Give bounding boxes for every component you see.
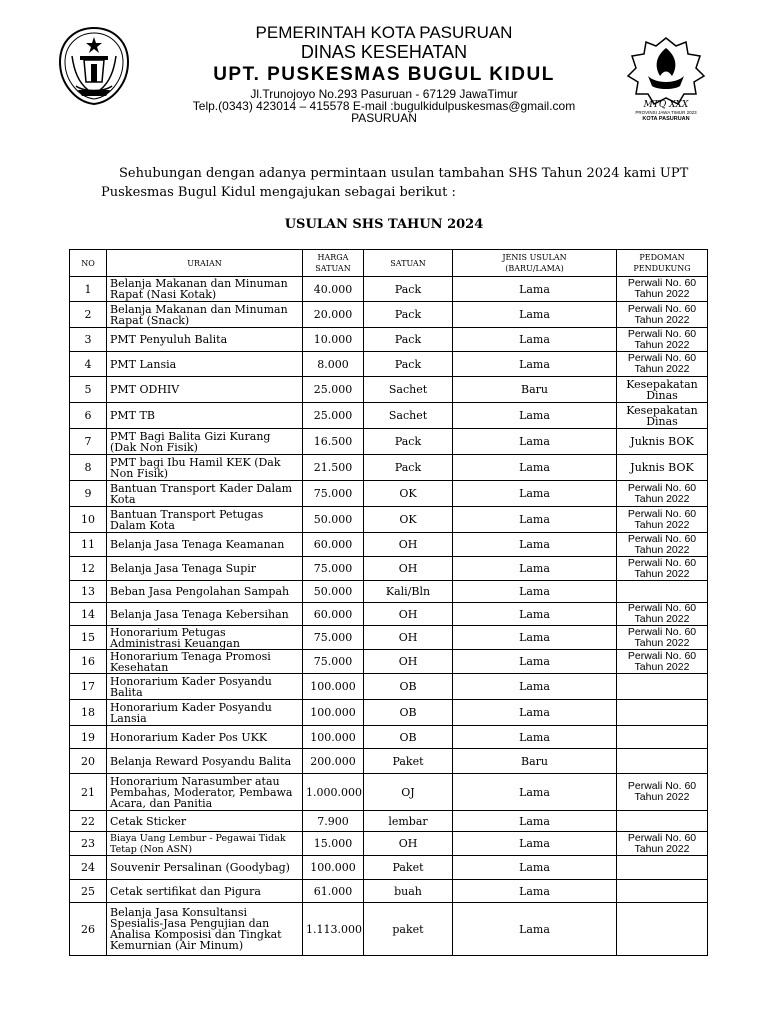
row-harga: 60.000 [303,533,364,557]
row-pedoman: Perwali No. 60 Tahun 2022 [617,650,708,674]
table-row [70,903,708,956]
row-satuan: Pack [364,302,453,328]
row-uraian: Belanja Jasa Konsultansi Spesialis-Jasa Pengujian dan Analisa Komposisi dan Tingkat Kemurnian (Air Minum) [107,903,303,956]
row-uraian: Belanja Jasa Tenaga Kebersihan [107,603,303,626]
row-harga: 21.500 [303,455,364,481]
table-row [70,700,708,726]
table-row [70,726,708,749]
row-harga: 1.113.000 [303,903,364,956]
row-no: 4 [70,352,107,377]
row-no: 6 [70,403,107,429]
row-no: 20 [70,749,107,774]
city: PASURUAN [351,111,417,125]
row-harga: 15.000 [303,832,364,856]
row-jenis: Lama [453,856,617,880]
row-uraian: Honorarium Kader Posyandu Balita [107,674,303,700]
row-harga: 7.900 [303,811,364,832]
row-no: 24 [70,856,107,880]
row-jenis: Baru [453,377,617,403]
row-pedoman: Perwali No. 60 Tahun 2022 [617,603,708,626]
row-pedoman [617,581,708,603]
address: Jl.Trunojoyo No.293 Pasuruan - 67129 JawaTimur [250,87,518,101]
row-harga: 40.000 [303,277,364,302]
row-no: 26 [70,903,107,956]
row-satuan: OB [364,674,453,700]
row-satuan: Pack [364,429,453,455]
shs-proposal-table [69,249,708,956]
row-satuan: Pack [364,352,453,377]
row-satuan: lembar [364,811,453,832]
col-header-harga: HARGA SATUAN [303,250,364,277]
row-harga: 100.000 [303,700,364,726]
table-row [70,377,708,403]
document-title: USULAN SHS TAHUN 2024 [284,217,484,232]
row-harga: 100.000 [303,726,364,749]
row-pedoman [617,700,708,726]
intro-line-1: Sehubungan dengan adanya permintaan usulan tambahan SHS Tahun 2024 kami UPT [119,166,689,181]
row-uraian: Bantuan Transport Petugas Dalam Kota [107,507,303,533]
row-pedoman: Juknis BOK [617,429,708,455]
table-row [70,674,708,700]
row-satuan: Pack [364,455,453,481]
row-satuan: OH [364,533,453,557]
row-jenis: Lama [453,533,617,557]
table-header-row [70,250,708,277]
row-no: 9 [70,481,107,507]
row-jenis: Lama [453,455,617,481]
row-jenis: Lama [453,603,617,626]
row-no: 16 [70,650,107,674]
row-satuan: Pack [364,328,453,352]
row-harga: 1.000.000 [303,774,364,811]
table-row [70,557,708,581]
row-uraian: PMT Penyuluh Balita [107,328,303,352]
row-no: 1 [70,277,107,302]
row-jenis: Lama [453,880,617,903]
table-row [70,507,708,533]
col-header-no: NO [70,250,107,277]
row-pedoman: Perwali No. 60 Tahun 2022 [617,481,708,507]
row-uraian: PMT TB [107,403,303,429]
letterhead [0,0,768,130]
row-no: 5 [70,377,107,403]
row-harga: 8.000 [303,352,364,377]
row-no: 10 [70,507,107,533]
row-harga: 16.500 [303,429,364,455]
row-pedoman [617,726,708,749]
agency-name: DINAS KESEHATAN [300,42,468,62]
col-header-uraian: URAIAN [107,250,303,277]
row-satuan: OH [364,626,453,650]
row-pedoman: Perwali No. 60 Tahun 2022 [617,832,708,856]
row-uraian: Cetak sertifikat dan Pigura [107,880,303,903]
row-no: 11 [70,533,107,557]
row-jenis: Lama [453,700,617,726]
row-harga: 75.000 [303,557,364,581]
row-satuan: Paket [364,749,453,774]
row-pedoman: Perwali No. 60 Tahun 2022 [617,533,708,557]
row-harga: 100.000 [303,856,364,880]
mtq-text-2: PROVINSI JAWA TIMUR 2023 [635,110,697,115]
intro-line-2: Puskesmas Bugul Kidul mengajukan sebagai berikut : [101,185,456,200]
row-jenis: Lama [453,581,617,603]
row-uraian: PMT ODHIV [107,377,303,403]
table-row [70,650,708,674]
row-uraian: Cetak Sticker [107,811,303,832]
row-harga: 50.000 [303,507,364,533]
row-no: 19 [70,726,107,749]
row-jenis: Lama [453,302,617,328]
row-no: 22 [70,811,107,832]
row-jenis: Lama [453,774,617,811]
row-satuan: OH [364,557,453,581]
row-uraian: Honorarium Kader Pos UKK [107,726,303,749]
row-satuan: OH [364,832,453,856]
row-pedoman: Perwali No. 60 Tahun 2022 [617,626,708,650]
row-uraian: Souvenir Persalinan (Goodybag) [107,856,303,880]
table-row [70,429,708,455]
row-pedoman [617,811,708,832]
row-jenis: Lama [453,811,617,832]
row-uraian: PMT Bagi Balita Gizi Kurang (Dak Non Fisik) [107,429,303,455]
row-no: 23 [70,832,107,856]
table-row [70,811,708,832]
row-pedoman [617,880,708,903]
row-jenis: Lama [453,277,617,302]
row-harga: 75.000 [303,650,364,674]
row-uraian: Beban Jasa Pengolahan Sampah [107,581,303,603]
row-satuan: OB [364,726,453,749]
mtq-text-1: MTQ XXX [643,100,689,110]
table-row [70,481,708,507]
row-satuan: paket [364,903,453,956]
row-jenis: Lama [453,328,617,352]
row-harga: 100.000 [303,674,364,700]
row-harga: 75.000 [303,481,364,507]
row-satuan: OH [364,603,453,626]
row-uraian: Biaya Uang Lembur - Pegawai Tidak Tetap (Non ASN) [107,832,303,856]
row-no: 13 [70,581,107,603]
row-pedoman: Perwali No. 60 Tahun 2022 [617,774,708,811]
row-jenis: Lama [453,507,617,533]
row-uraian: Honorarium Narasumber atau Pembahas, Moderator, Pembawa Acara, dan Panitia [107,774,303,811]
table-row [70,603,708,626]
row-no: 2 [70,302,107,328]
row-pedoman [617,856,708,880]
row-uraian: PMT bagi Ibu Hamil KEK (Dak Non Fisik) [107,455,303,481]
table-row [70,880,708,903]
row-pedoman: Juknis BOK [617,455,708,481]
row-satuan: Pack [364,277,453,302]
row-uraian: Belanja Reward Posyandu Balita [107,749,303,774]
row-pedoman [617,903,708,956]
row-no: 25 [70,880,107,903]
gov-name: PEMERINTAH KOTA PASURUAN [255,23,513,42]
row-uraian: Honorarium Kader Posyandu Lansia [107,700,303,726]
row-no: 3 [70,328,107,352]
row-satuan: Kali/Bln [364,581,453,603]
row-satuan: OJ [364,774,453,811]
row-no: 15 [70,626,107,650]
table-row [70,832,708,856]
row-satuan: OB [364,700,453,726]
row-jenis: Lama [453,557,617,581]
table-row [70,328,708,352]
row-jenis: Lama [453,626,617,650]
table-row [70,581,708,603]
row-jenis: Lama [453,481,617,507]
row-harga: 200.000 [303,749,364,774]
row-jenis: Lama [453,726,617,749]
table-row [70,626,708,650]
row-no: 17 [70,674,107,700]
row-satuan: Paket [364,856,453,880]
row-harga: 75.000 [303,626,364,650]
table-row [70,302,708,328]
row-jenis: Lama [453,403,617,429]
row-uraian: Bantuan Transport Kader Dalam Kota [107,481,303,507]
table-row [70,277,708,302]
row-jenis: Lama [453,650,617,674]
row-harga: 61.000 [303,880,364,903]
row-jenis: Lama [453,832,617,856]
row-uraian: Belanja Makanan dan Minuman Rapat (Snack) [107,302,303,328]
table-row [70,533,708,557]
row-pedoman: Perwali No. 60 Tahun 2022 [617,328,708,352]
row-harga: 50.000 [303,581,364,603]
row-harga: 60.000 [303,603,364,626]
table-row [70,403,708,429]
row-harga: 25.000 [303,377,364,403]
row-no: 12 [70,557,107,581]
row-uraian: Honorarium Tenaga Promosi Kesehatan [107,650,303,674]
mtq-logo-icon [614,36,718,122]
row-satuan: OH [364,650,453,674]
row-harga: 25.000 [303,403,364,429]
row-satuan: Sachet [364,377,453,403]
row-jenis: Lama [453,429,617,455]
row-pedoman: Perwali No. 60 Tahun 2022 [617,277,708,302]
row-pedoman [617,749,708,774]
row-satuan: OK [364,507,453,533]
row-pedoman: Kesepakatan Dinas [617,403,708,429]
row-pedoman: Perwali No. 60 Tahun 2022 [617,507,708,533]
row-jenis: Lama [453,352,617,377]
row-uraian: Belanja Jasa Tenaga Supir [107,557,303,581]
col-header-pedoman: PEDOMAN PENDUKUNG [617,250,708,277]
row-no: 18 [70,700,107,726]
row-harga: 20.000 [303,302,364,328]
row-no: 7 [70,429,107,455]
row-pedoman [617,674,708,700]
row-pedoman: Perwali No. 60 Tahun 2022 [617,352,708,377]
row-jenis: Lama [453,674,617,700]
col-header-jenis: JENIS USULAN (BARU/LAMA) [453,250,617,277]
row-no: 14 [70,603,107,626]
row-satuan: OK [364,481,453,507]
table-row [70,749,708,774]
row-uraian: Belanja Jasa Tenaga Keamanan [107,533,303,557]
table-row [70,352,708,377]
table-row [70,774,708,811]
unit-name: UPT. PUSKESMAS BUGUL KIDUL [213,64,555,85]
mtq-text-3: KOTA PASURUAN [642,116,690,122]
row-pedoman: Kesepakatan Dinas [617,377,708,403]
col-header-satuan: SATUAN [364,250,453,277]
row-satuan: Sachet [364,403,453,429]
row-no: 21 [70,774,107,811]
table-row [70,856,708,880]
row-uraian: Honorarium Petugas Administrasi Keuangan [107,626,303,650]
row-no: 8 [70,455,107,481]
row-uraian: Belanja Makanan dan Minuman Rapat (Nasi Kotak) [107,277,303,302]
row-harga: 10.000 [303,328,364,352]
row-pedoman: Perwali No. 60 Tahun 2022 [617,557,708,581]
row-jenis: Baru [453,749,617,774]
row-uraian: PMT Lansia [107,352,303,377]
row-satuan: buah [364,880,453,903]
table-row [70,455,708,481]
intro-paragraph [101,164,701,202]
row-jenis: Lama [453,903,617,956]
row-pedoman: Perwali No. 60 Tahun 2022 [617,302,708,328]
contact: Telp.(0343) 423014 – 415578 E-mail :bugulkidulpuskesmas@gmail.com [192,99,576,113]
